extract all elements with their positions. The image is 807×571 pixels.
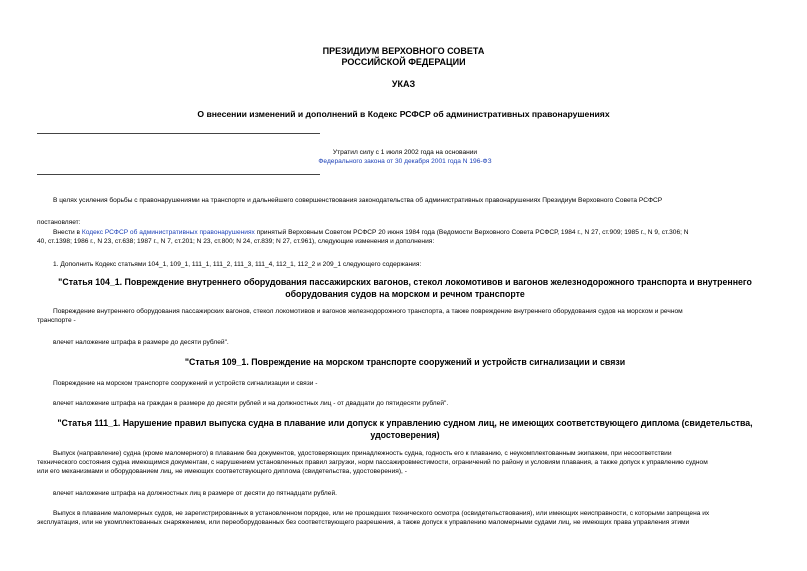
document-title: О внесении изменений и дополнений в Кодекс РСФСР об административных правонарушениях xyxy=(197,109,610,119)
issuer-line-2: РОССИЙСКОЙ ФЕДЕРАЦИИ xyxy=(341,57,466,67)
codex-link[interactable]: Кодекс РСФСР об административных правонарушениях xyxy=(81,229,255,236)
article-111-1-text-3: или его механизмами и оборудованием лиц, не имеющих соответствующего диплома (свидетельства, удостоверения), - xyxy=(37,468,407,475)
article-111-1-text-1: Выпуск (направление) судна (кроме маломерного) в плавание без документов, удостоверяющих принадлежность судна, годность его к плаванию, с неукомплектованным экипажем, при несоответствии xyxy=(53,450,672,457)
article-104-1-penalty: влечет наложение штрафа в размере до десяти рублей". xyxy=(53,339,229,346)
document-type: УКАЗ xyxy=(391,79,416,89)
rule-top xyxy=(37,133,320,134)
article-111-1-title-2: удостоверения) xyxy=(370,430,440,440)
status-link[interactable]: Федерального закона от 30 декабря 2001 года N 196-ФЗ xyxy=(318,158,492,165)
article-109-1-text: Повреждение на морском транспорте сооружений и устройств сигнализации и связи - xyxy=(53,380,318,387)
article-111-1-title-1: "Статья 111_1. Нарушение правил выпуска судна в плавание или допуск к управлению судном лиц, не имеющих соответствующего диплома (свидетельства, xyxy=(57,418,753,428)
article-104-1-title-2: оборудования судов на морском и речном транспорте xyxy=(285,289,525,299)
rule-bottom xyxy=(37,174,320,175)
status-line: Утратил силу с 1 июля 2002 года на основании xyxy=(332,149,478,156)
article-109-1-title: "Статья 109_1. Повреждение на морском транспорте сооружений и устройств сигнализации и связи xyxy=(184,357,626,367)
item-1: 1. Дополнить Кодекс статьями 104_1, 109_1, 111_1, 111_2, 111_3, 111_4, 112_1, 112_2 и 209_1 следующего содержания: xyxy=(53,261,422,268)
paragraph-1-line-2: 40, ст.1398; 1986 г., N 23, ст.638; 1987 г., N 7, ст.201; N 23, ст.800; N 24, ст.839; N 27, ст.961), следующие изменения и дополнения: xyxy=(37,238,435,245)
decides-label: постановляет: xyxy=(37,219,81,226)
article-111-1-text-4: Выпуск в плавание маломерных судов, не зарегистрированных в установленном порядке, или не прошедших технического осмотра (освидетельствования), или имеющих неисправности, с которыми запрещена их xyxy=(53,510,710,517)
preamble: В целях усиления борьбы с правонарушениями на транспорте и дальнейшего совершенствования законодательства об административных правонарушениях Президиум Верховного Совета РСФСР xyxy=(53,197,663,204)
article-104-1-title-1: "Статья 104_1. Повреждение внутреннего оборудования пассажирских вагонов, стекол локомотивов и вагонов железнодорожного транспорта и внутреннего xyxy=(58,277,752,287)
article-111-1-text-5: эксплуатация, или не укомплектованных снаряжением, или переоборудованных без соответствующего разрешения, а также допуск к управлению маломерными судами лиц, не имеющих права управления этими xyxy=(37,519,690,526)
paragraph-1-line-1 xyxy=(53,229,773,237)
paragraph-1-prefix: Внести в xyxy=(53,229,82,236)
article-111-1-text-2: технического состояния судна имеющимся документам, с нарушением установленных правил загрузки, норм пассажировместимости, ограничений по району и условиям плавания, а также допуск к управлению судном xyxy=(37,459,708,466)
article-104-1-text-1: Повреждение внутреннего оборудования пассажирских вагонов, стекол локомотивов и вагонов железнодорожного транспорта, а также повреждение внутреннего оборудования судов на морском и речном xyxy=(53,308,683,315)
paragraph-1-rest: принятый Верховным Советом РСФСР 20 июня 1984 года (Ведомости Верховного Совета РСФСР, 1984 г., N 27, ст.909; 1985 г., N 9, ст.306; N xyxy=(254,229,689,236)
article-111-1-penalty: влечет наложение штрафа на должностных лиц в размере от десяти до пятнадцати рублей. xyxy=(53,490,337,497)
issuer-line-1: ПРЕЗИДИУМ ВЕРХОВНОГО СОВЕТА xyxy=(322,46,485,56)
article-109-1-penalty: влечет наложение штрафа на граждан в размере до десяти рублей и на должностных лиц - от двадцати до пятидесяти рублей". xyxy=(53,400,449,407)
article-104-1-text-2: транспорте - xyxy=(37,317,76,324)
